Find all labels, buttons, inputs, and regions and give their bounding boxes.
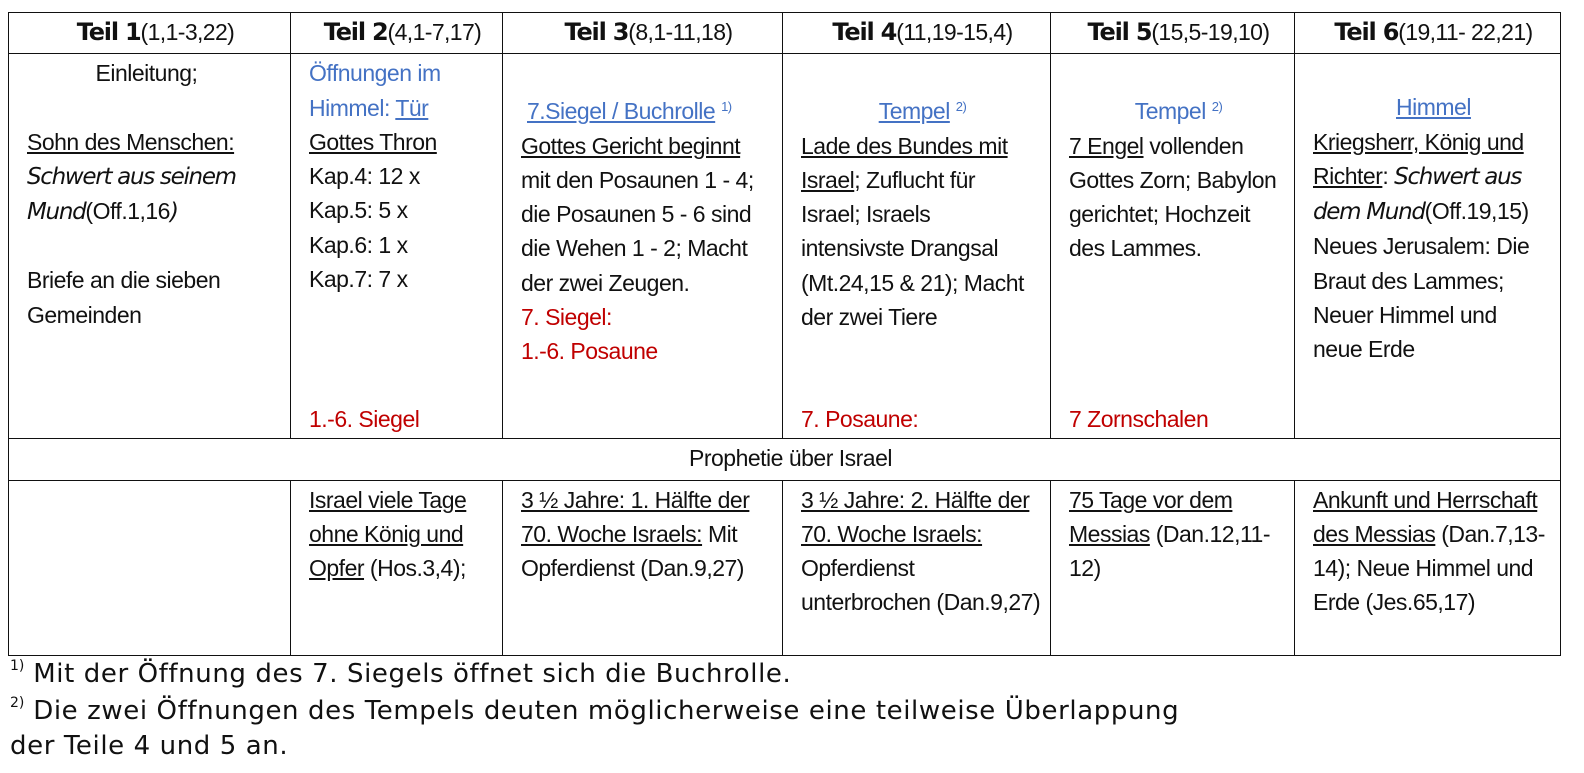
israel-cell-5: 75 Tage vor dem Messias (Dan.12,11-12) — [1051, 480, 1295, 655]
footnote-2: $^{2)}$ Die zwei Öffnungen des Tempels deuten möglicherweise eine teilweise Überlappung — [10, 695, 1180, 726]
header-row — [9, 13, 1561, 54]
cell-teil-4 — [783, 54, 1051, 439]
openings-heading: Öffnungen im Himmel: Tür — [309, 60, 441, 121]
israel-cell-2: Israel viele Tage ohne König und Opfer (Hos.3,4); — [291, 480, 503, 655]
chapter-line-3: Kap.6: 1 x — [309, 231, 408, 258]
heaven-heading: Himmel — [1396, 94, 1471, 121]
separator-row — [9, 439, 1561, 480]
cell-teil-6 — [1295, 54, 1561, 439]
door-link: Tür — [395, 94, 429, 121]
header-teil-4: Teil 4(11,19-15,4) — [783, 13, 1051, 54]
temple-heading-5: Tempel $^{2)}$ — [1134, 98, 1223, 125]
temple-heading-4: Tempel $^{2)}$ — [878, 98, 967, 125]
header-teil-3: Teil 3(8,1-11,18) — [503, 13, 783, 54]
cell-teil-1 — [9, 54, 291, 439]
angels-text: 7 Engel vollenden Gottes Zorn; Babylon gerichtet; Hochzeit des Lammes. — [1069, 132, 1277, 262]
trumpets-label: 1.-6. Posaune — [521, 338, 658, 365]
intro-text: Einleitung; — [95, 60, 198, 87]
israel-cell-6: Ankunft und Herrschaft des Messias (Dan.7,13-14); Neue Himmel und Erde (Jes.65,17) — [1295, 480, 1561, 655]
son-of-man: Sohn des Menschen: — [27, 128, 235, 155]
header-teil-5: Teil 5(15,5-19,10) — [1051, 13, 1295, 54]
cell-teil-2 — [291, 54, 503, 439]
jerusalem-text: Neues Jerusalem: Die Braut des Lammes; — [1313, 233, 1530, 294]
header-teil-2: Teil 2(4,1-7,17) — [291, 13, 503, 54]
header-teil-6: Teil 6(19,11- 22,21) — [1295, 13, 1561, 54]
sword-text: Schwert aus seinem Mund(Off.1,16) — [27, 163, 236, 226]
chapter-line-4: Kap.7: 7 x — [309, 266, 408, 293]
seal-scroll-heading: 7.Siegel / Buchrolle $^{1)}$ — [527, 98, 732, 125]
footnote-2-cont: der Teile 4 und 5 an. — [10, 731, 289, 761]
footnote-1: $^{1)}$ Mit der Öffnung des 7. Siegels öffnet sich die Buchrolle. — [10, 658, 792, 689]
seals-label: 1.-6. Siegel — [309, 406, 420, 432]
throne-text: Gottes Thron — [309, 128, 437, 155]
israel-cell-3: 3 ½ Jahre: 1. Hälfte der 70. Woche Israels: Mit Opferdienst (Dan.9,27) — [503, 480, 783, 655]
israel-cell-1 — [9, 480, 291, 655]
lord-text: Kriegsherr, König und Richter: Schwert aus dem Mund(Off.19,15) — [1313, 128, 1529, 226]
chapter-line-1: Kap.4: 12 x — [309, 163, 420, 190]
israel-row — [9, 480, 1561, 655]
ark-text: Lade des Bundes mit Israel; Zuflucht für Israel; Israels intensivste Drangsal (Mt.24,15 & 21); Macht der zwei Tiere — [801, 132, 1024, 331]
cell-teil-3 — [503, 54, 783, 439]
israel-cell-4: 3 ½ Jahre: 2. Hälfte der 70. Woche Israels: Opferdienst unterbrochen (Dan.9,27) — [783, 480, 1051, 655]
chapter-line-2: Kap.5: 5 x — [309, 197, 408, 224]
cell-teil-5 — [1051, 54, 1295, 439]
bowls-label: 7 Zornschalen — [1069, 406, 1209, 432]
israel-prophecy-title: Prophetie über Israel — [9, 439, 1561, 480]
judgement-text: Gottes Gericht beginnt mit den Posaunen 1 - 4; die Posaunen 5 - 6 sind die Wehen 1 - 2; Macht der zwei Zeugen. — [521, 132, 754, 296]
revelation-overview-table — [8, 12, 1561, 656]
letters-text: Briefe an die sieben Gemeinden — [27, 267, 221, 328]
seventh-trumpet-label: 7. Posaune: — [801, 406, 919, 432]
content-row — [9, 54, 1561, 439]
seventh-seal-label: 7. Siegel: — [521, 304, 612, 331]
new-heaven-text: Neuer Himmel und neue Erde — [1313, 302, 1497, 363]
header-teil-1: Teil 1(1,1-3,22) — [9, 13, 291, 54]
